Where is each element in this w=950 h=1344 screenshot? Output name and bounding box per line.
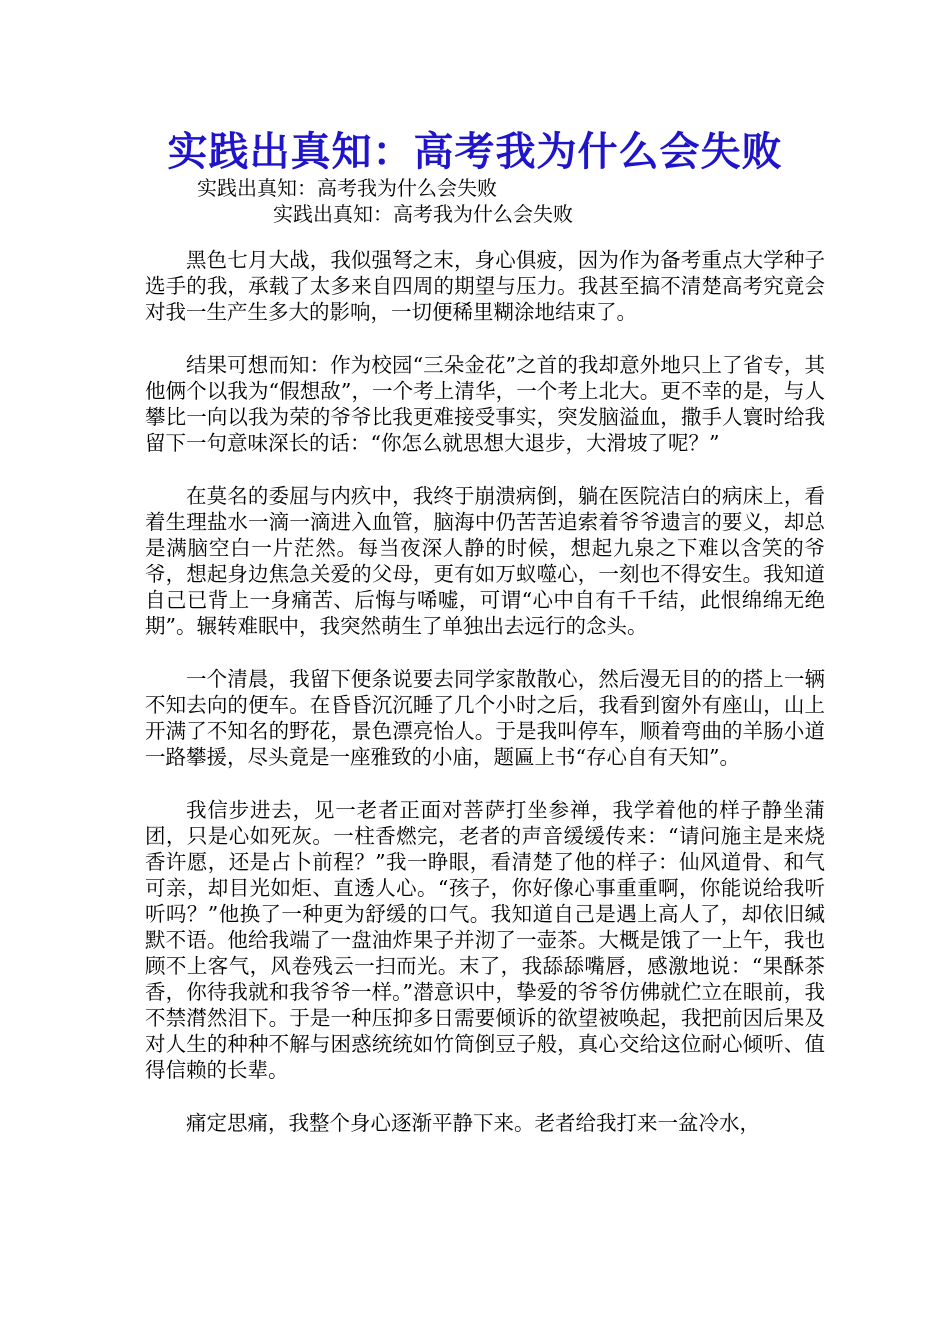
document-body (145, 247, 825, 1163)
paragraph-5: 我信步进去，见一老者正面对菩萨打坐参禅，我学着他的样子静坐蒲团，只是心如死灰。一柱香燃完，老者的声音缓缓传来：“请问施主是来烧香许愿，还是占卜前程？”我一睁眼，看清楚了他的样子：仙风道骨、和气可亲，却目光如炬、直透人心。“孩子，你好像心事重重啊，你能说给我听听吗？”他换了一种更为舒缓的口气。我知道自己是遇上高人了，却依旧缄默不语。他给我端了一盘油炸果子并沏了一壶茶。大概是饿了一上午，我也顾不上客气，风卷残云一扫而光。末了，我舔舔嘴唇，感激地说：“果酥茶香，你待我就和我爷爷一样。”潜意识中，挚爱的爷爷仿佛就伫立在眼前，我不禁潸然泪下。于是一种压抑多日需要倾诉的欲望被唤起，我把前因后果及对人生的种种不解与困惑统统如竹筒倒豆子般，真心交给这位耐心倾听、值得信赖的长辈。 (145, 798, 825, 1082)
paragraph-3: 在莫名的委屈与内疚中，我终于崩溃病倒，躺在医院洁白的病床上，看着生理盐水一滴一滴进入血管，脑海中仍苦苦追索着爷爷遗言的要义，却总是满脑空白一片茫然。每当夜深人静的时候，想起九泉之下难以含笑的爷爷，想起身边焦急关爱的父母，更有如万蚁噬心，一刻也不得安生。我知道自己已背上一身痛苦、后悔与唏嘘，可谓“心中自有千千结，此恨绵绵无绝期”。辗转难眠中，我突然萌生了单独出去远行的念头。 (145, 484, 825, 638)
paragraph-2: 结果可想而知：作为校园“三朵金花”之首的我却意外地只上了省专，其他俩个以我为“假想敌”，一个考上清华，一个考上北大。更不幸的是，与人攀比一向以我为荣的爷爷比我更难接受事实，突发脑溢血，撒手人寰时给我留下一句意味深长的话：“你怎么就思想大退步，大滑坡了呢？” (145, 353, 825, 455)
document-subtitle-2: 实践出真知：高考我为什么会失败 (273, 202, 573, 226)
paragraph-4: 一个清晨，我留下便条说要去同学家散散心，然后漫无目的的搭上一辆不知去向的便车。在昏昏沉沉睡了几个小时之后，我看到窗外有座山，山上开满了不知名的野花，景色漂亮怡人。于是我叫停车，顺着弯曲的羊肠小道一路攀援，尽头竟是一座雅致的小庙，题匾上书“存心自有天知”。 (145, 667, 825, 769)
paragraph-1: 黑色七月大战，我似强弩之末，身心俱疲，因为作为备考重点大学种子选手的我，承载了太多来自四周的期望与压力。我甚至搞不清楚高考究竟会对我一生产生多大的影响，一切便稀里糊涂地结束了。 (145, 248, 825, 324)
document-title: 实践出真知：高考我为什么会失败 (167, 128, 783, 175)
paragraph-6: 痛定思痛，我整个身心逐渐平静下来。老者给我打来一盆冷水， (186, 1111, 760, 1135)
document-subtitle-1: 实践出真知：高考我为什么会失败 (197, 176, 497, 200)
